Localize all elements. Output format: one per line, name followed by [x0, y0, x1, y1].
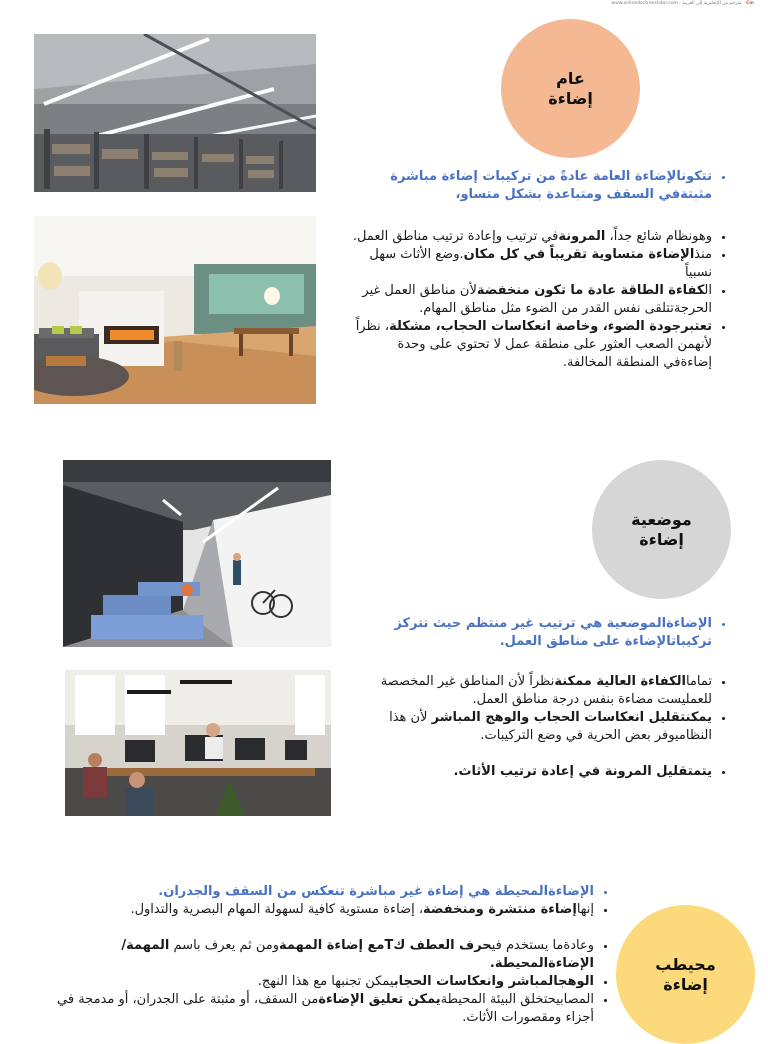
general-intro-item: • تتكونالإضاءة العامة عادةً من تركيبات إضاءة مباشرة مثبتةفي السقف ومتباعدة بشكل متساو،	[380, 168, 712, 204]
general-bullet-2: • منذالإضاءة متساوية تقريباً في كل مكان.وضع الأثاث سهل نسبياً	[352, 246, 712, 282]
ambient-lighting-circle	[616, 905, 755, 1044]
ambient-bullet-4: • المصابيحتخلق البيئة المحيطةيمكن تعليق الإضاءةمن السقف، أو مثبتة على الجدران، أو مدمجة في أجزاء ومقصورات الأثاث.	[50, 991, 594, 1027]
localized-intro	[380, 615, 728, 651]
localized-bullet-2: • يمكنتقليل انعكاسات الحجاب والوهج المباشر لأن هذا النظاميوفر بعض الحرية في وضع التركيبات.	[360, 709, 712, 745]
translator-header	[611, 0, 754, 8]
ambient-bullet-1: • إنهاإضاءة منتشرة ومنخفضة، إضاءة مستوية كافية لسهولة المهام البصرية والتداول.	[50, 901, 594, 919]
ambient-intro-item: • الإضاءةالمحيطة هي إضاءة غير مباشرة تنعكس من السقف والجدران.	[50, 883, 594, 901]
ambient-title-line2: إضاءة	[663, 974, 708, 994]
localized-spacer	[360, 745, 712, 763]
general-title-line2: إضاءة	[548, 88, 593, 108]
ambient-bullet-3: • الوهجالمباشر وانعكاسات الحجابيمكن تجنبها مع هذا النهج.	[50, 973, 594, 991]
warehouse-photo	[34, 34, 316, 192]
ambient-bullets	[50, 883, 610, 1027]
localized-lighting-circle	[592, 460, 731, 599]
general-bullet-4: • تعتبرجودة الضوء، وخاصة انعكاسات الحجاب، مشكلة، نظراً لأنهمن الصعب العثور على منطقة عمل لا تحتوي على وحدة إضاءةفي المنطقة المخالفة.	[352, 318, 712, 372]
office-corridor-photo	[63, 460, 331, 647]
office-lounge-photo	[34, 216, 316, 404]
ambient-bullet-2: • وعادةما يستخدم فيحرف العطف كTمع إضاءة المهمةومن ثم يعرف باسم المهمة/ الإضاءةالمحيطة.	[50, 937, 594, 973]
localized-bullets	[360, 673, 728, 781]
ambient-title-line1: محيطب	[655, 954, 716, 974]
localized-bullet-3: • يتمتقليل المرونة في إعادة ترتيب الأثاث.	[360, 763, 712, 781]
general-title-line1: عام	[556, 68, 585, 88]
translator-logo: Cm	[746, 1, 754, 6]
localized-title-line1: موضعية	[631, 509, 692, 529]
general-bullets	[352, 228, 728, 372]
general-lighting-circle	[501, 19, 640, 158]
localized-intro-item: • الإضاءةالموضعية هي ترتيب غير منتظم حيث تتركز تركيباتالإضاءة على مناطق العمل.	[380, 615, 712, 651]
localized-bullet-1: • تماماالكفاءة العالية ممكنةنظراً لأن المناطق غير المخصصة للعمليست مضاءة بنفس درجة مناطق العمل.	[360, 673, 712, 709]
general-intro	[380, 168, 728, 204]
general-bullet-3: • الكفاءة الطاقة عادة ما تكون منخفضةلأن مناطق العمل غير الحرجةتتلقى نفس القدر من الضوء مثل مناطق المهام.	[352, 282, 712, 318]
general-bullet-1: • وهونظام شائع جداً، المرونةفي ترتيب وإعادة ترتيب مناطق العمل.	[352, 228, 712, 246]
ambient-spacer	[50, 919, 594, 937]
translator-note: مترجم من الإنجليزية إلى العربية - www.onlinedoctranslator.com	[611, 1, 742, 6]
localized-title-line2: إضاءة	[639, 529, 684, 549]
open-office-photo	[65, 670, 331, 816]
